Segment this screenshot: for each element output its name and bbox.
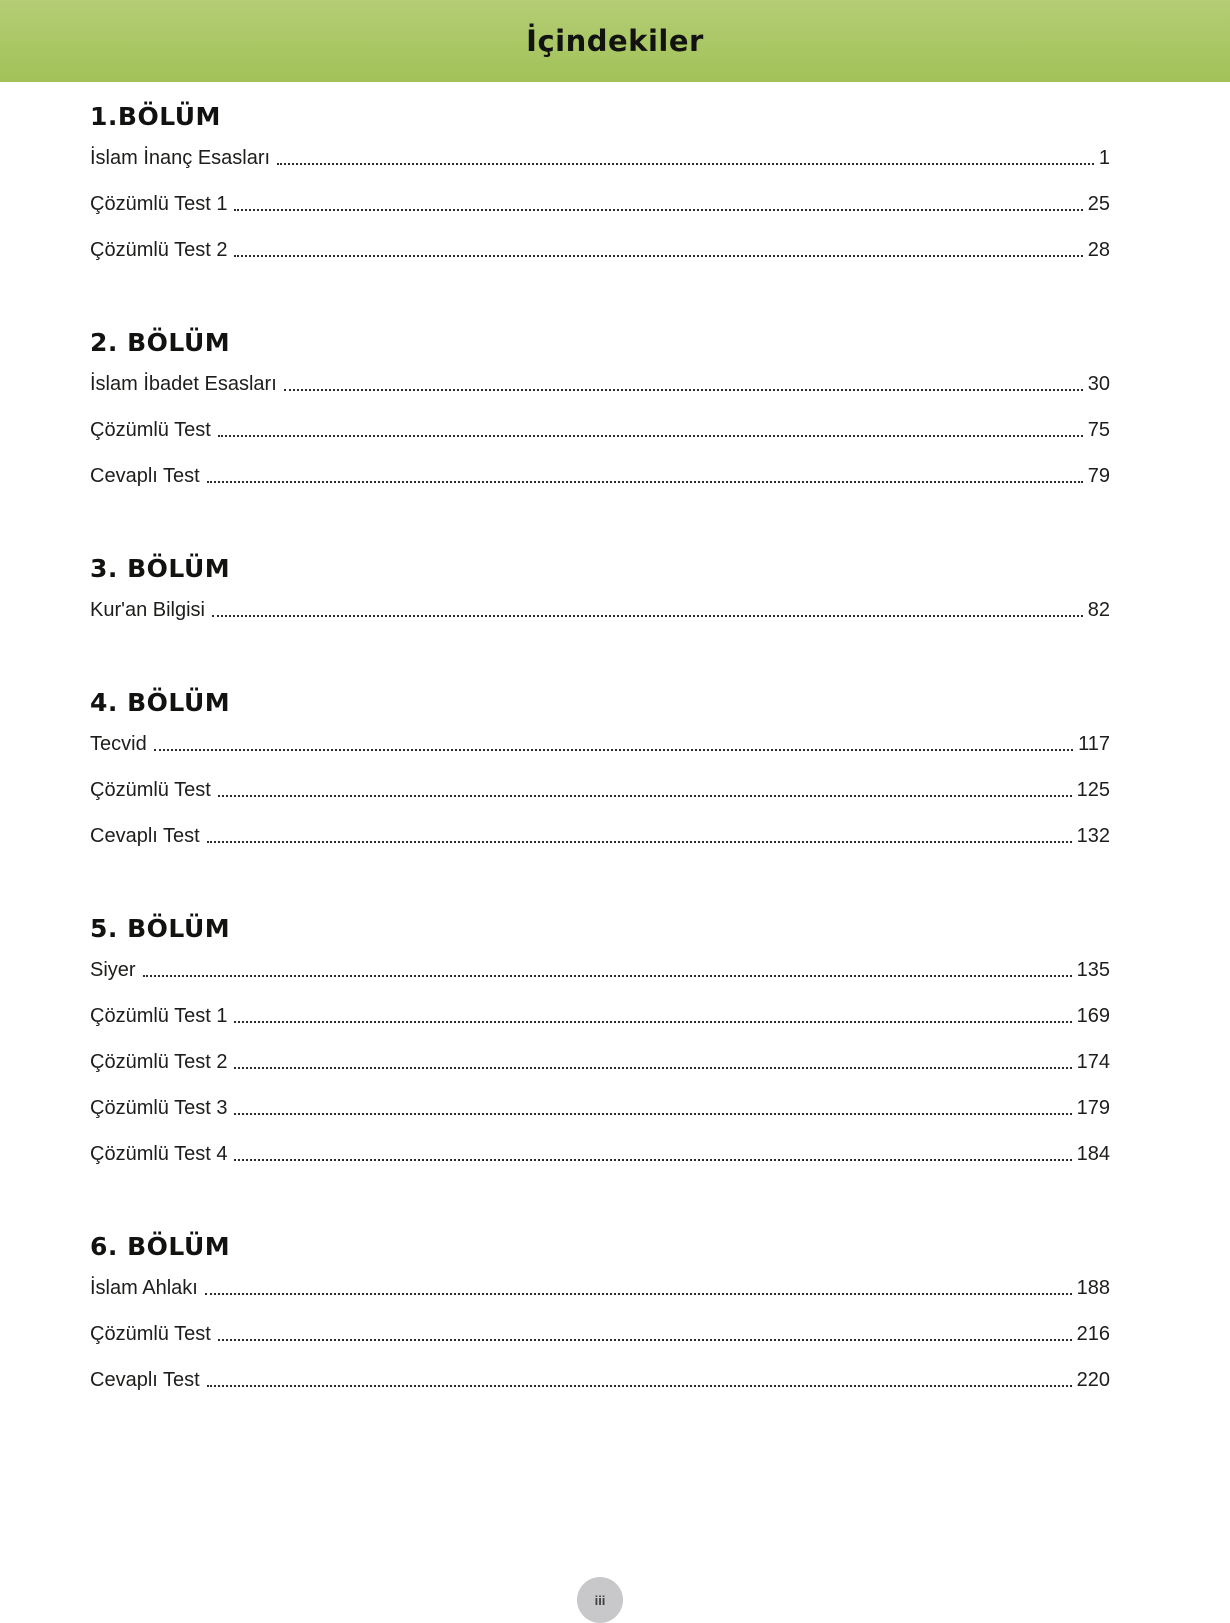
toc-entry-label: Çözümlü Test 1 [90,1005,228,1027]
toc-entry [90,958,1110,982]
toc-entry [90,372,1110,396]
toc-entry-page: 28 [1087,239,1110,261]
toc-entry-page: 117 [1078,733,1110,755]
toc-entry-page: 125 [1076,779,1110,801]
dotted-leader [284,389,1083,391]
dotted-leader [218,435,1083,437]
section-heading: 3. BÖLÜM [90,554,231,583]
page-title: İçindekiler [526,24,704,58]
dotted-leader [234,209,1082,211]
page-number-badge: iii [577,1577,623,1623]
toc-entry-label: Cevaplı Test [90,825,200,847]
toc-entry-page: 25 [1087,193,1110,215]
toc-entry [90,1004,1110,1028]
toc-section-2 [90,328,1110,488]
dotted-leader [218,1339,1072,1341]
section-heading: 6. BÖLÜM [90,1232,231,1261]
toc-entry-page: 184 [1076,1143,1110,1165]
toc-entry-page: 82 [1087,599,1110,621]
dotted-leader [234,1159,1071,1161]
dotted-leader [143,975,1072,977]
dotted-leader [154,749,1073,751]
dotted-leader [234,1021,1071,1023]
dotted-leader [234,255,1082,257]
toc-entry [90,1142,1110,1166]
toc-entry [90,1276,1110,1300]
toc-section-1 [90,102,1110,262]
toc-entry-label: Cevaplı Test [90,465,200,487]
toc-entry [90,1322,1110,1346]
toc-entry-page: 1 [1098,147,1110,169]
toc-entry-label: Çözümlü Test 2 [90,239,228,261]
toc-entry-label: Cevaplı Test [90,1369,200,1391]
toc-entry [90,598,1110,622]
toc-entry-page: 30 [1087,373,1110,395]
toc-entry-label: Çözümlü Test [90,419,211,441]
toc-entry [90,732,1110,756]
toc-entry-label: Çözümlü Test [90,1323,211,1345]
toc-entry [90,464,1110,488]
toc-entry-label: Çözümlü Test 1 [90,193,228,215]
toc-content [0,82,1230,1392]
toc-section-6 [90,1232,1110,1392]
toc-entry-page: 132 [1076,825,1110,847]
toc-entry-page: 179 [1076,1097,1110,1119]
toc-entry-page: 174 [1076,1051,1110,1073]
toc-entry [90,824,1110,848]
section-heading: 2. BÖLÜM [90,328,231,357]
dotted-leader [207,481,1083,483]
dotted-leader [234,1067,1071,1069]
toc-entry-label: Kur'an Bilgisi [90,599,205,621]
toc-entry [90,778,1110,802]
toc-entry-label: Çözümlü Test [90,779,211,801]
toc-entry [90,1050,1110,1074]
toc-entry-label: İslam İbadet Esasları [90,373,277,395]
toc-entry-page: 220 [1076,1369,1110,1391]
dotted-leader [218,795,1072,797]
toc-entry-page: 135 [1076,959,1110,981]
toc-entry [90,238,1110,262]
dotted-leader [277,163,1094,165]
toc-entry-label: İslam İnanç Esasları [90,147,271,169]
dotted-leader [207,1385,1072,1387]
dotted-leader [207,841,1072,843]
toc-entry-label: Çözümlü Test 2 [90,1051,228,1073]
toc-entry-label: Çözümlü Test 4 [90,1143,228,1165]
toc-entry-page: 216 [1076,1323,1110,1345]
toc-entry-label: İslam Ahlakı [90,1277,198,1299]
toc-section-5 [90,914,1110,1166]
toc-entry [90,192,1110,216]
toc-section-4 [90,688,1110,848]
dotted-leader [205,1293,1072,1295]
toc-entry [90,1096,1110,1120]
header-band [0,0,1230,82]
toc-entry-label: Tecvid [90,733,147,755]
toc-entry-page: 169 [1076,1005,1110,1027]
toc-entry-page: 75 [1087,419,1110,441]
toc-entry [90,146,1110,170]
toc-section-3 [90,554,1110,622]
toc-entry-page: 79 [1087,465,1110,487]
toc-entry-label: Siyer [90,959,136,981]
toc-entry [90,418,1110,442]
toc-entry-page: 188 [1076,1277,1110,1299]
section-heading: 5. BÖLÜM [90,914,231,943]
toc-entry-label: Çözümlü Test 3 [90,1097,228,1119]
toc-entry [90,1368,1110,1392]
dotted-leader [234,1113,1071,1115]
section-heading: 1.BÖLÜM [90,102,221,131]
dotted-leader [212,615,1083,617]
section-heading: 4. BÖLÜM [90,688,231,717]
